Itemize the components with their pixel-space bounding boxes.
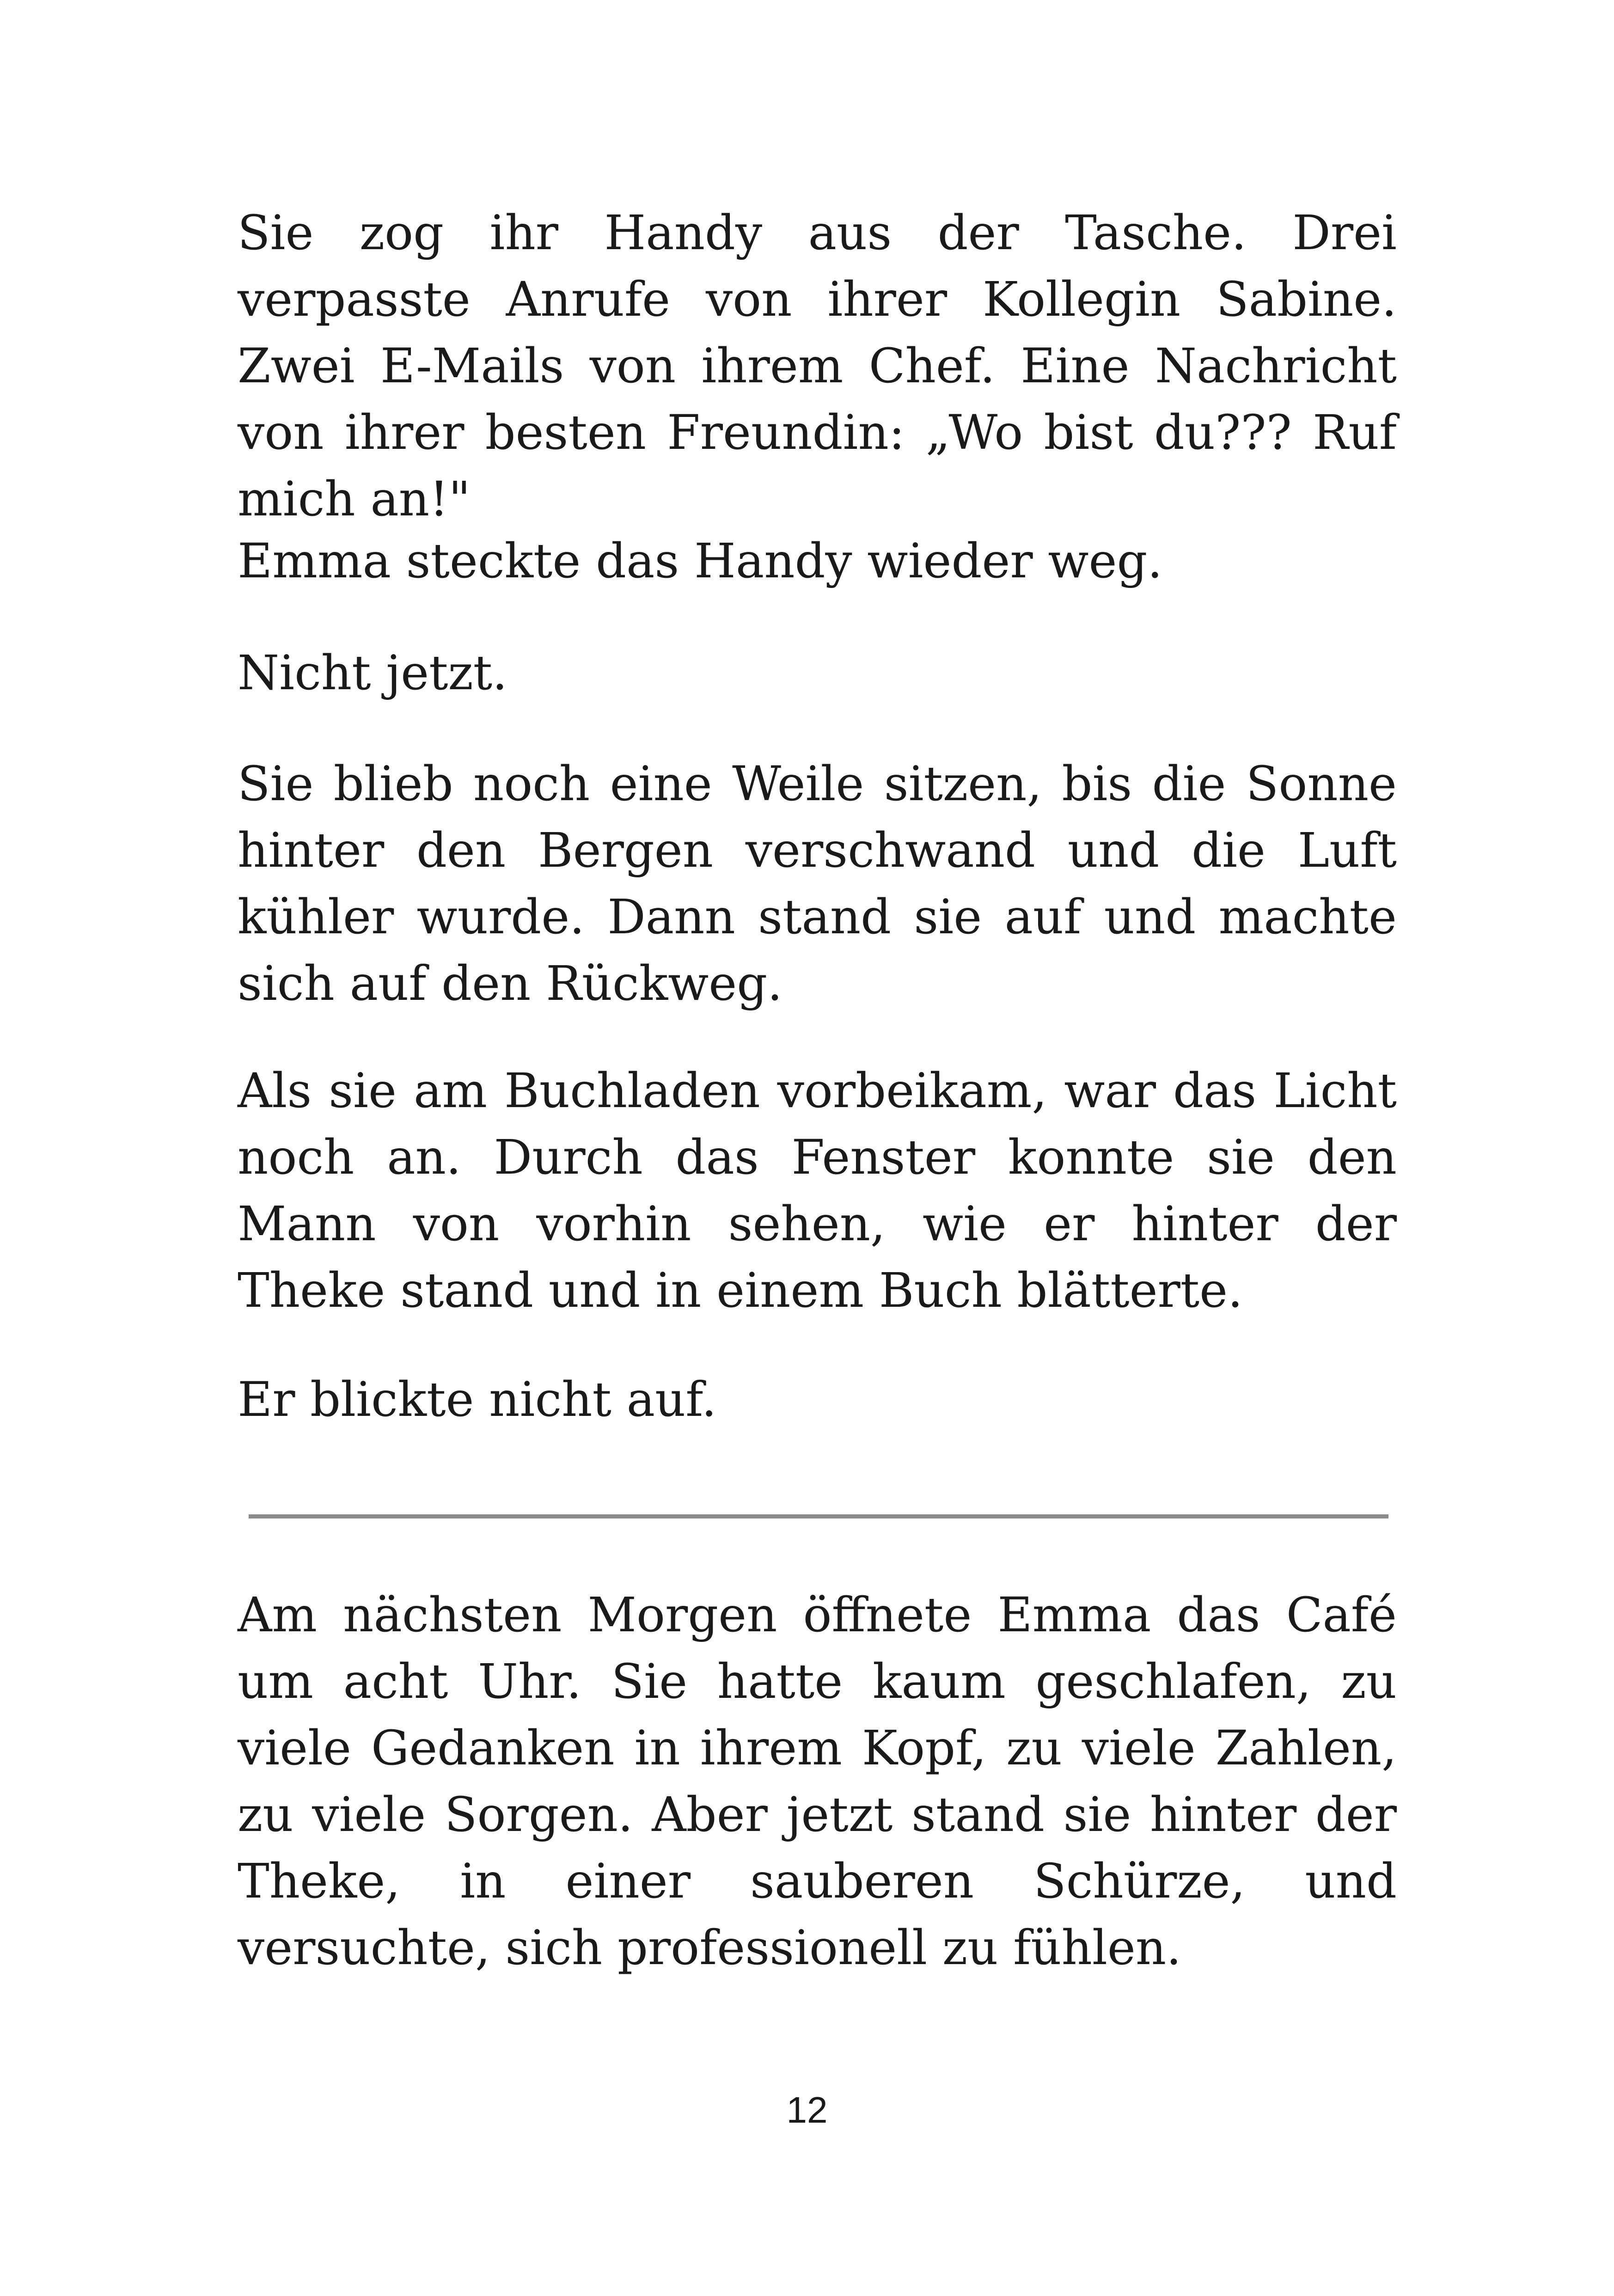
paragraph-phone-messages: Sie zog ihr Handy aus der Tasche. Drei verpasste Anrufe von ihrer Kollegin Sabine. Zwei E-Mails von ihrem Chef. Eine Nachricht von ihrer besten Freundin: „Wo bist du??? Ruf mich an!" [238, 205, 1397, 527]
paragraph-did-not-look-up: Er blickte nicht auf. [238, 1372, 717, 1427]
paragraph-next-morning-cafe: Am nächsten Morgen öffnete Emma das Café um acht Uhr. Sie hatte kaum geschlafen, zu viele Gedanken in ihrem Kopf, zu viele Zahlen, zu viele Sorgen. Aber jetzt stand sie hinter der Theke, in einer sauberen Schürze, und versuchte, sich professionell zu fühlen. [238, 1587, 1397, 1976]
section-divider [249, 1514, 1388, 1518]
paragraph-not-now: Nicht jetzt. [238, 645, 507, 701]
paragraph-sunset-return: Sie blieb noch eine Weile sitzen, bis die Sonne hinter den Bergen verschwand und die Luft kühler wurde. Dann stand sie auf und machte sich auf den Rückweg. [238, 756, 1397, 1011]
page-number: 12 [786, 2089, 828, 2131]
paragraph-bookstore: Als sie am Buchladen vorbeikam, war das Licht noch an. Durch das Fenster konnte sie den Mann von vorhin sehen, wie er hinter der Theke stand und in einem Buch blätterte. [238, 1063, 1397, 1318]
paragraph-emma-put-phone-away: Emma steckte das Handy wieder weg. [238, 533, 1163, 589]
